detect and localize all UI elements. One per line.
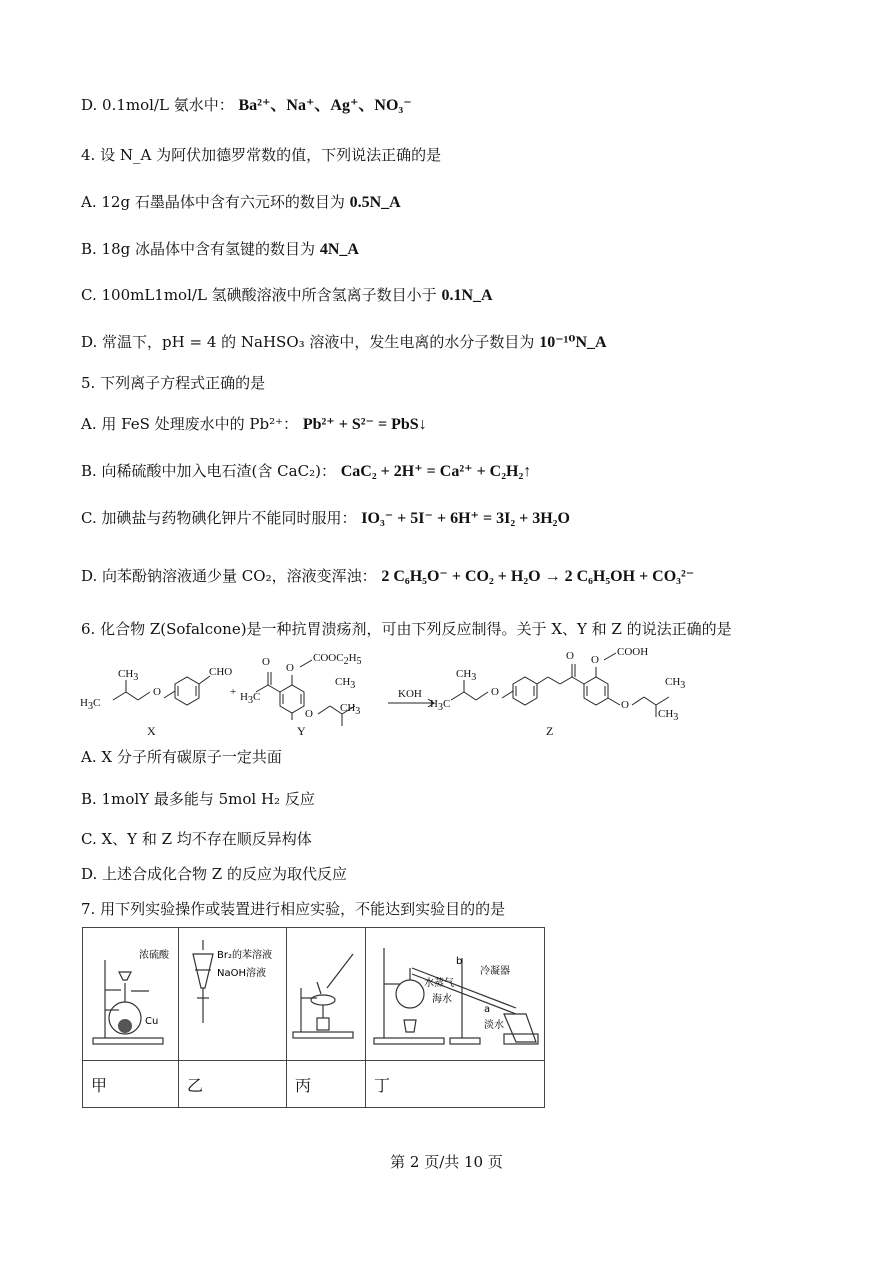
y-carbonyl-o: O [262,656,270,668]
x-cho-label: CHO [209,666,233,678]
q4-stem: 4. 设 N_A 为阿伏加德罗常数的值，下列说法正确的是 [81,146,442,164]
z-ch3-right: $CH_3$ [658,708,679,724]
z-left-o: O [491,686,499,698]
caption-yi: 乙 [179,1061,287,1108]
q4-option-d [81,331,607,354]
q4-option-b-value: 4N_A [319,241,359,258]
q4-option-b [81,238,359,261]
q5-option-b [81,460,531,483]
y-ether-o: O [305,708,313,720]
z-cooh: COOH [617,646,649,658]
apparatus-table [82,927,545,1108]
ding-label-steam: 水蒸气 [424,978,454,989]
ding-label-freshwater: 淡水 [484,1020,504,1031]
ding-label-b: b [456,956,463,967]
apparatus-ding-drawing [366,928,544,1056]
caption-ding: 丁 [366,1061,545,1108]
apparatus-bing [287,928,366,1061]
z-carbonyl-o: O [566,650,574,662]
y-ch3-top: $CH_3$ [335,676,356,692]
caption-bing: 丙 [287,1061,366,1108]
q5-option-d-eq: 2 C₆H₅O⁻ + CO₂ + H₂O → 2 C₆H₅OH + CO₃²⁻ [381,568,695,585]
q3-option-d-label: D. 0.1mol/L 氨水中： [81,96,234,114]
y-ch3-bottom: $CH_3$ [340,702,361,718]
q4-option-d-label: D. 常温下，pH = 4 的 NaHSO₃ 溶液中，发生电离的水分子数目为 [81,333,535,351]
caption-jia: 甲 [83,1061,179,1108]
q4-option-d-value: 10⁻¹⁰N_A [539,334,607,351]
q5-option-c-label: C. 加碘盐与药物碘化钾片不能同时服用： [81,509,357,527]
q5-option-a-eq: Pb²⁺ + S²⁻ = PbS↓ [302,416,427,433]
y-ester: $COOC_2H_5$ [313,652,362,668]
jia-label-acid: 浓硫酸 [139,950,169,961]
q4-option-a-value: 0.5N_A [349,194,401,211]
q6-option-c: C. X、Y 和 Z 均不存在顺反异构体 [81,830,312,848]
apparatus-bing-drawing [287,928,365,1056]
apparatus-yi [179,928,287,1061]
x-ether-o: O [153,686,161,698]
ding-label-a: a [484,1004,491,1015]
q6-option-d: D. 上述合成化合物 Z 的反应为取代反应 [81,865,347,883]
jia-label-cu: Cu [145,1016,159,1027]
q5-option-b-eq: CaC₂ + 2H⁺ = Ca²⁺ + C₂H₂↑ [340,463,532,480]
q5-stem: 5. 下列离子方程式正确的是 [81,374,266,392]
q5-option-c-eq: IO₃⁻ + 5I⁻ + 6H⁺ = 3I₂ + 3H₂O [361,510,570,527]
z-ch3-left: $CH_3$ [456,668,477,684]
q4-option-c-label: C. 100mL1mol/L 氢碘酸溶液中所含氢离子数目小于 [81,286,437,304]
ding-label-seawater: 海水 [432,994,452,1005]
plus-sign: + [230,686,237,698]
y-label: Y [297,724,306,738]
yi-label-br2: Br₂的苯溶液 [217,950,272,961]
apparatus-ding [366,928,545,1061]
q5-option-d [81,565,694,588]
x-h3c: $H_3C$ [80,697,101,713]
q5-option-c [81,507,570,530]
q5-option-b-label: B. 向稀硫酸中加入电石渣(含 CaC₂)： [81,462,336,480]
q3-option-d [81,94,412,117]
z-h3c: $H_3C$ [430,698,451,714]
q6-option-a: A. X 分子所有碳原子一定共面 [81,748,282,766]
reaction-scheme [80,648,720,740]
q4-option-a [81,191,401,214]
q4-option-c [81,284,493,307]
q6-stem: 6. 化合物 Z(Sofalcone)是一种抗胃溃疡剂，可由下列反应制得。关于 X、Y 和 Z 的说法正确的是 [81,620,732,638]
q5-option-d-label: D. 向苯酚钠溶液通少量 CO₂，溶液变浑浊： [81,567,377,585]
apparatus-yi-drawing [179,928,286,1056]
q5-option-a-label: A. 用 FeS 处理废水中的 Pb²⁺： [81,415,299,433]
z-ether-o: O [621,699,629,711]
reagent-label: KOH [398,688,422,700]
q4-option-a-label: A. 12g 石墨晶体中含有六元环的数目为 [81,193,345,211]
q3-option-d-ions: Ba²⁺、Na⁺、Ag⁺、NO₃⁻ [238,97,412,114]
x-ch3: $CH_3$ [118,668,139,684]
ding-label-condenser: 冷凝器 [480,966,510,977]
q4-option-b-label: B. 18g 冰晶体中含有氢键的数目为 [81,240,316,258]
q7-stem: 7. 用下列实验操作或装置进行相应实验，不能达到实验目的的是 [81,900,506,918]
yi-label-naoh: NaOH溶液 [217,968,266,979]
page-footer: 第 2 页/共 10 页 [390,1153,503,1171]
z-label: Z [546,724,554,738]
y-o: O [286,662,294,674]
z-o: O [591,654,599,666]
apparatus-jia [83,928,179,1061]
x-label: X [147,724,156,738]
q6-option-b: B. 1molY 最多能与 5mol H₂ 反应 [81,790,315,808]
y-h3c: $H_3C$ [240,691,261,707]
apparatus-jia-drawing [83,928,178,1056]
q4-option-c-value: 0.1N_A [441,287,493,304]
z-ch3-top: $CH_3$ [665,676,686,692]
q5-option-a [81,413,427,436]
